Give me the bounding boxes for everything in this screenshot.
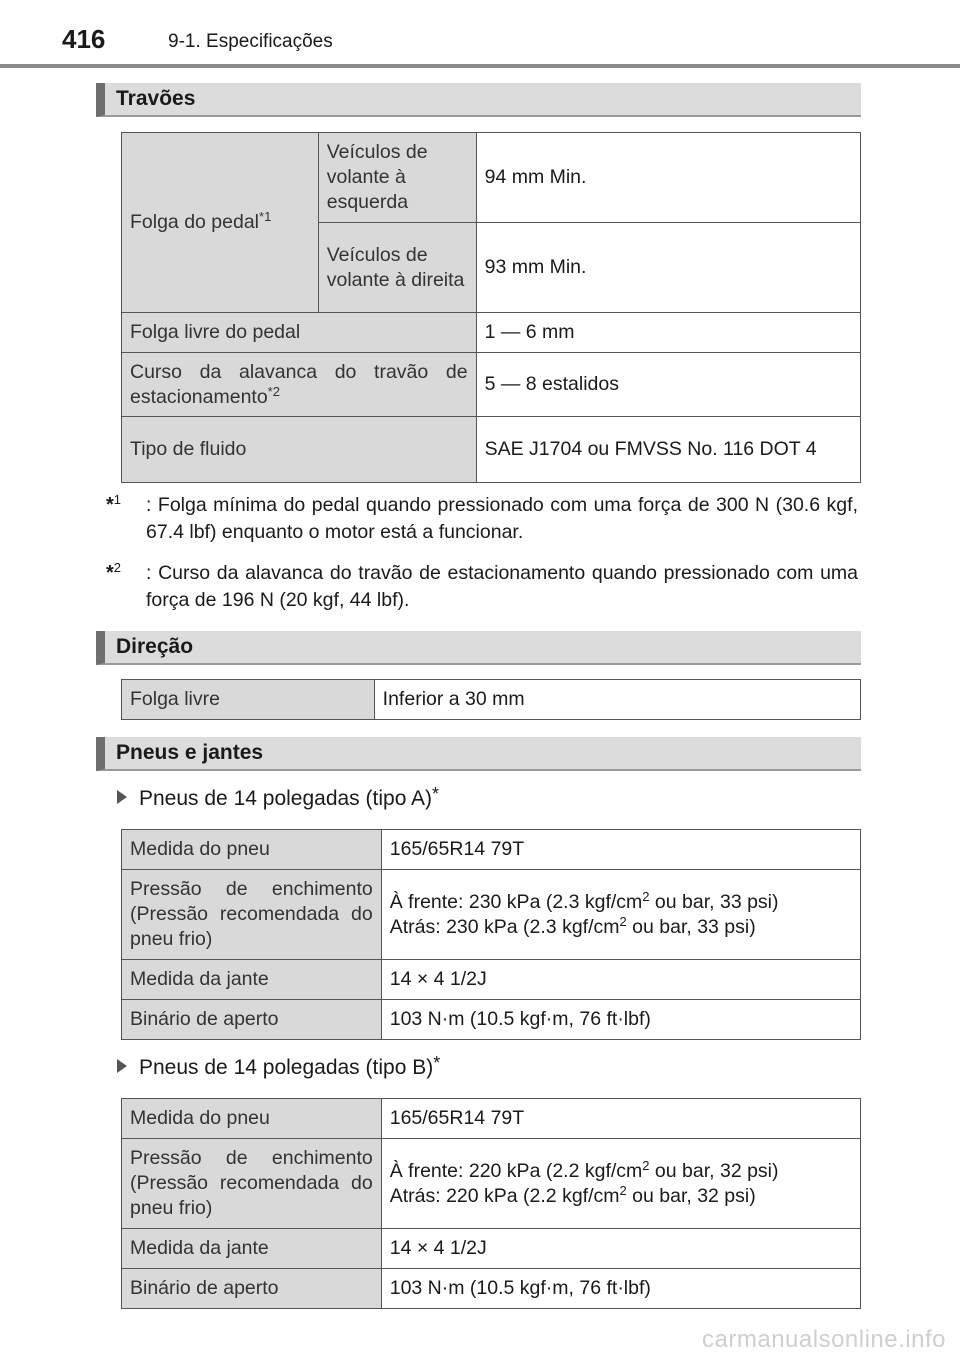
pressure-value: À frente: 230 kPa (2.3 kgf/$cm^2$ ou bar, 33 psi) Atrás: 230 kPa (2.3 kgf/$cm^2$ ou bar, 33 psi) [381, 870, 860, 960]
pressure-label: Pressão de enchimento (Pressão recomendada do pneu frio) [122, 870, 382, 960]
watermark: carmanualsonline.info [702, 1326, 946, 1353]
tires-a-heading: Pneus de 14 polegadas (tipo A)* [117, 787, 439, 811]
footnote-1: *$^1$ : Folga mínima do pedal quando pressionado com uma força de 300 N (30.6 kgf, 67.4 lbf) enquanto o motor está a funcionar. [106, 492, 858, 543]
triangle-bullet-icon [117, 1059, 127, 1073]
footnote-mark: *$^1$ [106, 492, 122, 516]
section-brakes [96, 83, 861, 117]
rhd-label: Veículos de volante à direita [318, 223, 476, 313]
wheel-size-label: Medida da jante [122, 960, 382, 1000]
table-row [122, 680, 861, 720]
steering-table [121, 679, 861, 720]
fluid-label: Tipo de fluido [122, 417, 477, 483]
steering-free-play-value: Inferior a 30 mm [374, 680, 860, 720]
tire-size-value: 165/65R14 79T [381, 830, 860, 870]
section-title: Pneus e jantes [116, 741, 264, 764]
table-row [122, 353, 861, 417]
table-row [122, 1139, 861, 1229]
chapter-title: 9-1. Especificações [168, 31, 333, 52]
table-row [122, 313, 861, 353]
pressure-value: À frente: 220 kPa (2.2 kgf/$cm^2$ ou bar, 32 psi) Atrás: 220 kPa (2.2 kgf/$cm^2$ ou bar, 32 psi) [381, 1139, 860, 1229]
footnote-mark: *$^2$ [106, 560, 122, 584]
table-row [122, 133, 861, 223]
tire-size-label: Medida do pneu [122, 1099, 382, 1139]
table-row [122, 417, 861, 483]
footnote-2: *$^2$ : Curso da alavanca do travão de estacionamento quando pressionado com uma força de 196 N (20 kgf, 44 lbf). [106, 560, 858, 611]
parking-travel-label: Curso da alavanca do travão de estacionamento$^{*2}$ [122, 353, 477, 417]
table-row [122, 1269, 861, 1309]
lhd-label: Veículos de volante à esquerda [318, 133, 476, 223]
wheel-size-value: 14 × 4 1/2J [381, 960, 860, 1000]
free-play-value: 1 — 6 mm [476, 313, 860, 353]
parking-travel-value: 5 — 8 estalidos [476, 353, 860, 417]
section-steering [96, 631, 861, 665]
tires-a-table [121, 829, 861, 1040]
torque-value: 103 N·m (10.5 kgf·m, 76 ft·lbf) [381, 1000, 860, 1040]
tires-b-heading: Pneus de 14 polegadas (tipo B)* [117, 1056, 440, 1080]
wheel-size-label: Medida da jante [122, 1229, 382, 1269]
table-row [122, 870, 861, 960]
page-number: 416 [62, 24, 106, 54]
brakes-table [121, 132, 861, 483]
triangle-bullet-icon [117, 790, 127, 804]
wheel-size-value: 14 × 4 1/2J [381, 1229, 860, 1269]
section-title: Direção [116, 635, 194, 658]
torque-label: Binário de aperto [122, 1269, 382, 1309]
tire-size-value: 165/65R14 79T [381, 1099, 860, 1139]
pressure-label: Pressão de enchimento (Pressão recomendada do pneu frio) [122, 1139, 382, 1229]
free-play-label: Folga livre do pedal [122, 313, 477, 353]
pedal-clearance-label: Folga do pedal$^{*1}$ [122, 133, 319, 313]
section-tires [96, 737, 861, 771]
page-header [0, 0, 960, 70]
tires-b-table [121, 1098, 861, 1309]
steering-free-play-label: Folga livre [122, 680, 375, 720]
tire-size-label: Medida do pneu [122, 830, 382, 870]
header-rule [0, 64, 960, 68]
table-row [122, 960, 861, 1000]
section-title: Travões [116, 87, 196, 110]
table-row [122, 830, 861, 870]
fluid-value: SAE J1704 ou FMVSS No. 116 DOT 4 [476, 417, 860, 483]
torque-value: 103 N·m (10.5 kgf·m, 76 ft·lbf) [381, 1269, 860, 1309]
table-row [122, 1229, 861, 1269]
rhd-value: 93 mm Min. [476, 223, 860, 313]
lhd-value: 94 mm Min. [476, 133, 860, 223]
torque-label: Binário de aperto [122, 1000, 382, 1040]
table-row [122, 1000, 861, 1040]
table-row [122, 1099, 861, 1139]
